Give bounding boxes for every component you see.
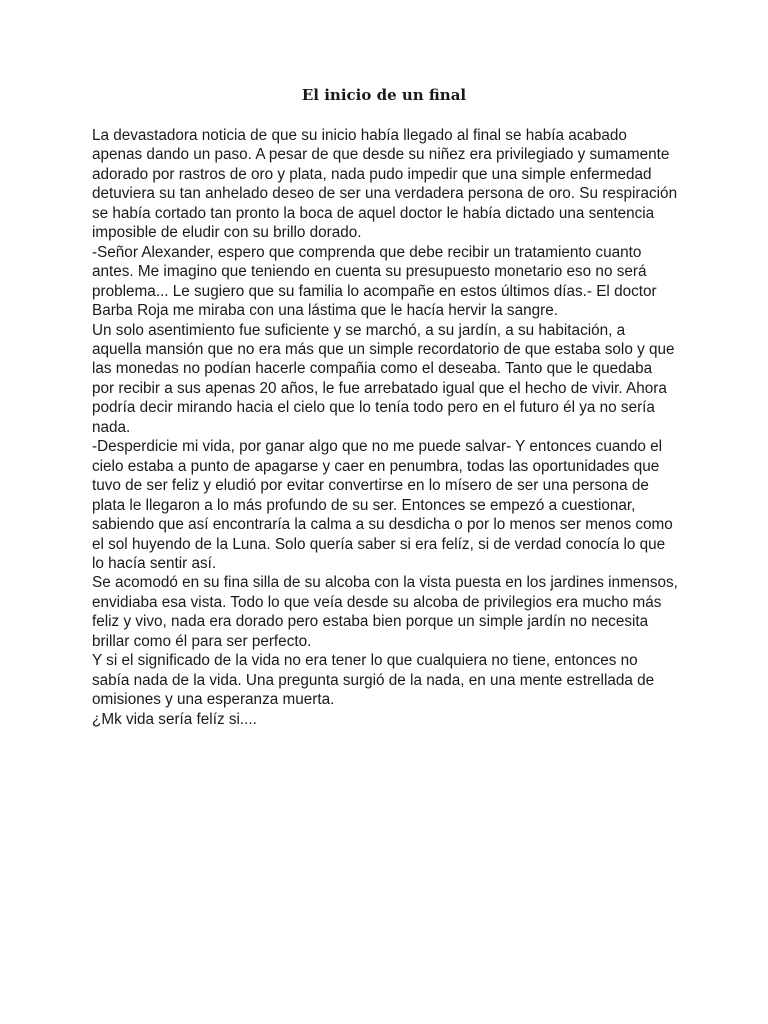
paragraph-2: -Señor Alexander, espero que comprenda que debe recibir un tratamiento cuanto antes. Me imagino que teniendo en cuenta su presupuesto monetario eso no será problema... Le sugiero que su familia lo acompañe en estos últimos días.- El doctor Barba Roja me miraba con una lástima que le hacía hervir la sangre. — [92, 243, 657, 320]
document-title: El inicio de un final — [301, 86, 467, 104]
paragraph-5: Se acomodó en su fina silla de su alcoba con la vista puesta en los jardines inmensos, envidiaba esa vista. Todo lo que veía desde su alcoba de privilegios era mucho más feliz y vivo, nada era dorado pero estaba bien porque un simple jardín no necesita brillar como él para ser perfecto. — [92, 574, 678, 650]
paragraph-4: -Desperdicie mi vida, por ganar algo que no me puede salvar- Y entonces cuando el cielo estaba a punto de apagarse y caer en penumbra, todas las oportunidades que tuvo de ser feliz y eludió por evitar convertirse en lo mísero de ser una persona de plata le llegaron a lo más profundo de su ser. Entonces se empezó a cuestionar, sabiendo que así encontraría la calma a su desdicha o por lo menos ser menos como el sol huyendo de la Luna. Solo quería saber si era felíz, si de verdad conocía lo que lo hacía sentir así. — [92, 438, 673, 572]
paragraph-6: Y si el significado de la vida no era tener lo que cualquiera no tiene, entonces no sabía nada de la vida. Una pregunta surgió de la nada, en una mente estrellada de omisiones y una esperanza muerta. — [92, 652, 655, 709]
paragraph-1: La devastadora noticia de que su inicio había llegado al final se había acabado apenas dando un paso. A pesar de que desde su niñez era privilegiado y sumamente adorado por rastros de oro y plata, nada pudo impedir que una simple enfermedad detuviera su tan anhelado deseo de ser una verdadera persona de oro. Su respiración se había cortado tan pronto la boca de aquel doctor le había dictado una sentencia imposible de eludir con su brillo dorado. — [92, 127, 678, 242]
document-body — [92, 126, 678, 729]
paragraph-3: Un solo asentimiento fue suficiente y se marchó, a su jardín, a su habitación, a aquella mansión que no era más que un simple recordatorio de que estaba solo y que las monedas no podían hacerle compañia como el deseaba. Tanto que le quedaba por recibir a sus apenas 20 años, le fue arrebatado igual que el hecho de vivir. Ahora podría decir mirando hacia el cielo que lo tenía todo pero en el futuro él ya no sería nada. — [92, 321, 675, 436]
paragraph-7: ¿Mk vida sería felíz si.... — [92, 710, 257, 728]
